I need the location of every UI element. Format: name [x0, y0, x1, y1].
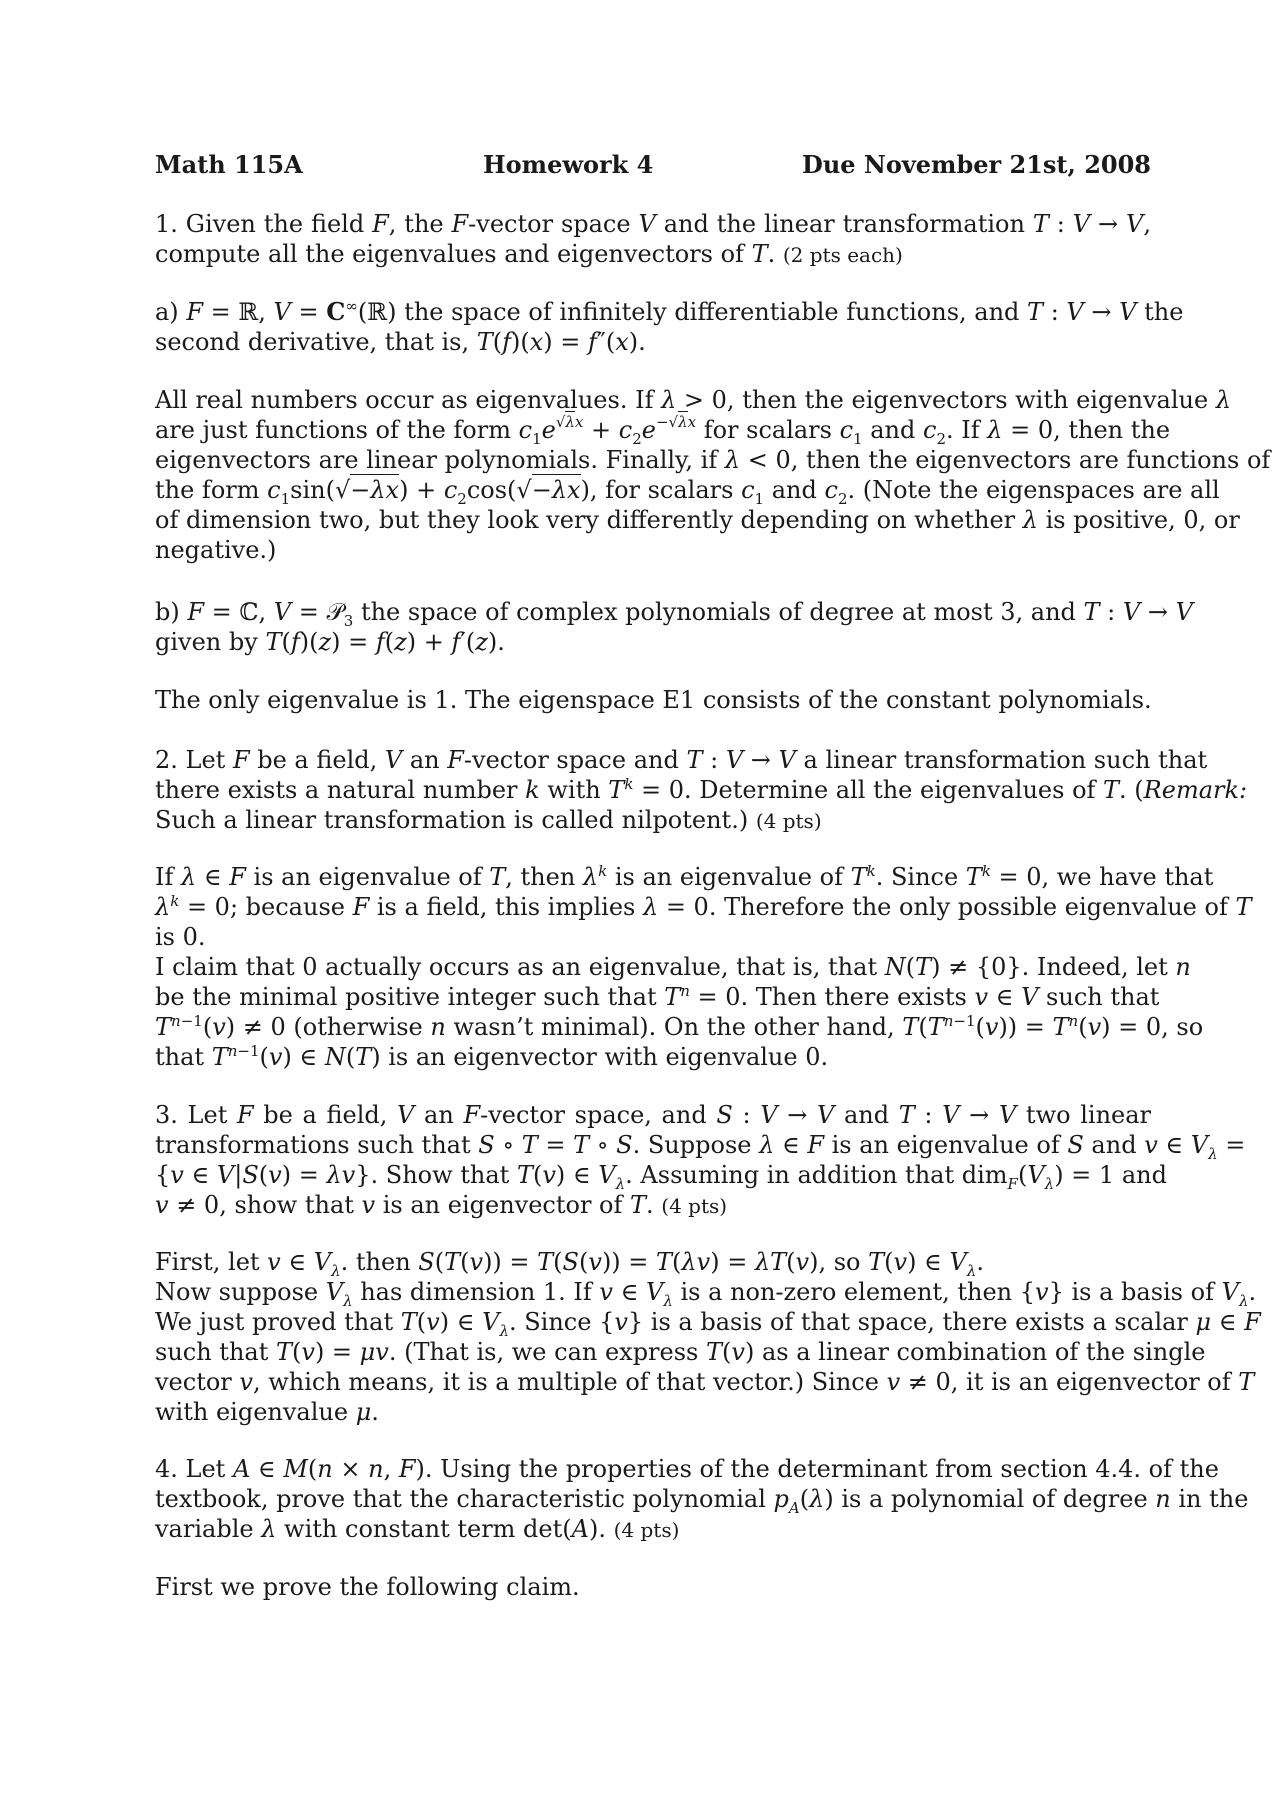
page-header	[155, 150, 1151, 184]
problem-3-points: (4 pts)	[661, 1194, 728, 1218]
problem-1a-solution: All real numbers occur as eigenvalues. If λ > 0, then the eigenvectors with eigenvalue λ are just functions of the form $c_1e^{√\lambda x} + c_2e^{-√\lambda x}$ for scalars $c_1$ and $c_2$. If λ = 0, then the eigenvectors are linear polynomials. Finally, if λ < 0, then the eigenvectors are functions of the form $c_1\sin(√-\lambda x) + c_2\cos(√-\lambda x)$, for scalars $c_1$ and $c_2$. (Note the eigenspaces are all of dimension two, but they look very differently depending on whether λ is positive, 0, or negative.)	[155, 386, 1271, 564]
remark-label: Remark:	[1143, 776, 1248, 804]
problem-4-statement: 4. Let A ∈ M(n × n, F). Using the properties of the determinant from section 4.4. of the textbook, prove that the characteristic polynomial $p_A(\lambda)$ is a polynomial of degree n in the variable λ with constant term det(A). (4 pts)	[155, 1455, 1249, 1543]
problem-4-intro: First we prove the following claim.	[155, 1573, 580, 1601]
problem-1-points: (2 pts each)	[782, 243, 903, 267]
problem-1a-statement: a) F = ℝ, V = C∞(ℝ) the space of infinitely differentiable functions, and T : V → V the second derivative, that is, T(f)(x) = f″(x).	[155, 297, 1184, 356]
course-name: Math 115A	[155, 150, 303, 179]
problem-4-solution	[155, 1572, 1151, 1602]
problem-3-solution: First, let v ∈ $V_\lambda$. then S(T(v)) = T(S(v)) = T(λv) = λT(v), so T(v) ∈ $V_\lambda$. Now suppose $V_\lambda$ has dimension 1. If v ∈ $V_\lambda$ is a non-zero element, then {v} is a basis of $V_\lambda$. We just proved that T(v) ∈ $V_\lambda$. Since {v} is a basis of that space, there exists a scalar μ ∈ F such that T(v) = μv. (That is, we can express T(v) as a linear combination of the single vector v, which means, it is a multiple of that vector.) Since v ≠ 0, it is an eigenvector of T with eigenvalue μ.	[155, 1248, 1261, 1426]
problem-2-points: (4 pts)	[755, 809, 822, 833]
problem-4-points: (4 pts)	[613, 1518, 680, 1542]
problem-2-statement: 2. Let F be a field, V an F-vector space and T : V → V a linear transformation such that there exists a natural number k with $T^k = 0$. Determine all the eigenvalues of T. (Remark: Such a linear transformation is called nilpotent.) (4 pts)	[155, 746, 1248, 834]
problem-1b-solution	[155, 685, 1151, 715]
problem-1b-statement: b) F = ℂ, V = 𝒫$_3$ the space of complex polynomials of degree at most 3, and T : V → V given by T(f)(z) = f(z) + f′(z).	[155, 598, 1193, 656]
problem-2-solution: If λ ∈ F is an eigenvalue of T, then $\lambda^k$ is an eigenvalue of $T^k$. Since $T^k = 0$, we have that $\lambda^k = 0$; because F is a field, this implies λ = 0. Therefore the only possible eigenvalue of T is 0. I claim that 0 actually occurs as an eigenvalue, that is, that N(T) ≠ {0}. Indeed, let n be the minimal positive integer such that $T^n = 0$. Then there exists v ∈ V such that $T^{n-1}(v) \ne 0$ (otherwise n wasn’t minimal). On the other hand, $T(T^{n-1}(v)) = T^n(v) = 0$, so that $T^{n-1}(v)$ ∈ N(T) is an eigenvector with eigenvalue 0.	[155, 862, 1252, 1071]
problem-1b-answer: The only eigenvalue is 1. The eigenspace E1 consists of the constant polynomials.	[155, 686, 1152, 714]
problem-1-statement: 1. Given the field F, the F-vector space V and the linear transformation T : V → V, compute all the eigenvalues and eigenvectors of T. (2 pts each)	[155, 210, 1151, 268]
due-date: Due November 21st, 2008	[802, 150, 1151, 179]
homework-title: Homework 4	[483, 150, 654, 179]
problem-3-statement: 3. Let F be a field, V an F-vector space, and S : V → V and T : V → V two linear transformations such that S ∘ T = T ∘ S. Suppose λ ∈ F is an eigenvalue of S and v ∈ $V_\lambda$ = {v ∈ V|S(v) = λv}. Show that T(v) ∈ $V_\lambda$. Assuming in addition that $dim_F(V_\lambda) = 1$ and v ≠ 0, show that v is an eigenvector of T. (4 pts)	[155, 1101, 1246, 1219]
